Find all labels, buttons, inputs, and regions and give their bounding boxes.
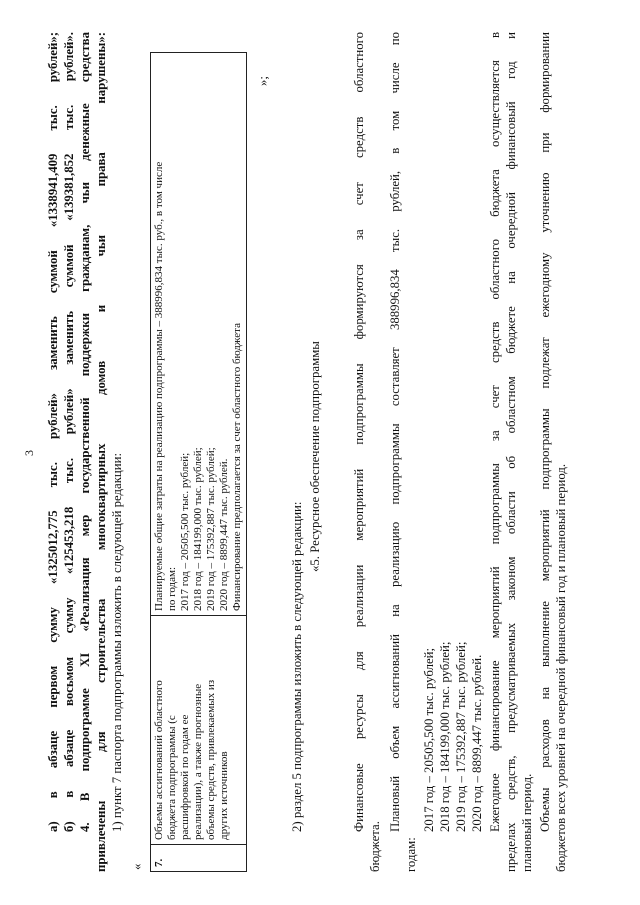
section5-p3-line3: плановый период. (520, 773, 534, 872)
table-cell-name (151, 616, 247, 845)
content-line: Планируемые общие затраты на реализацию подпрограммы – 388996,834 тыс. руб., в том числе (153, 161, 165, 611)
item4-point1: 1) пункт 7 паспорта подпрограммы изложить в следующей редакции: (110, 452, 124, 832)
section5-p3-line2: пределах средств, предусматриваемых законом области об областном бюджете на очередной финансовый год и (504, 32, 518, 872)
year-line: 2018 год – 184199,000 тыс. рублей; (438, 641, 452, 832)
name-line: расшифровкой по годам ее (179, 714, 191, 840)
section5-p2-line2: годам: (404, 837, 418, 872)
name-line: реализации), а также прогнозные (192, 683, 204, 840)
item4-line2: привлечены для строительства многоквартирных домов и чьи права нарушены»: (94, 32, 108, 872)
name-line: объемы средств, привлекаемых из (205, 679, 217, 840)
content-line: 2018 год – 184199,000 тыс. рублей; (192, 447, 204, 611)
year-line: 2019 год – 175392,887 тыс. рублей; (454, 641, 468, 832)
section5-p4-line1: Объемы расходов на выполнение мероприятий подпрограммы подлежат ежегодному уточнению при формировании (538, 32, 552, 832)
section5-p4-line2: бюджетов всех уровней на очередной финансовый год и плановый период. (554, 463, 568, 872)
content-line: по годам: (166, 566, 178, 611)
section5-title: «5. Ресурсное обеспечение подпрограммы (308, 341, 322, 572)
rotated-document-page (10, 12, 630, 892)
table-cell-content (151, 53, 247, 616)
open-quote: « (130, 863, 144, 870)
table-cell-number: 7. (151, 845, 247, 872)
section5-p1-line1: Финансовые ресурсы для реализации мероприятий подпрограммы формируются за счет средств областного (352, 32, 366, 832)
name-line: Объемы ассигнований областного (153, 680, 165, 840)
content-line: 2020 год – 8899,447 тыс. рублей. (218, 458, 230, 611)
close-quote: »; (256, 76, 270, 86)
passport-table (150, 52, 247, 872)
year-line: 2020 год – 8899,447 тыс. рублей. (470, 654, 484, 832)
name-line: других источников (218, 751, 230, 840)
table-row (151, 53, 247, 872)
amendment-b: б) в абзаце восьмом сумму «125453,218 тыс. рублей» заменить суммой «139381,852 тыс. рублей». (62, 32, 76, 832)
page-number: 3 (22, 450, 36, 456)
content-line: 2019 год – 175392,887 тыс. рублей; (205, 447, 217, 611)
section5-intro: 2) раздел 5 подпрограммы изложить в следующей редакции: (290, 501, 304, 832)
year-line: 2017 год – 20505,500 тыс. рублей; (422, 647, 436, 832)
item4-line1: 4. В подпрограмме XI «Реализация мер государственной поддержки гражданам, чьи денежные средства (78, 32, 92, 832)
content-line: 2017 год – 20505,500 тыс. рублей; (179, 452, 191, 611)
section5-p3-line1: Ежегодное финансирование мероприятий подпрограммы за счет средств областного бюджета осуществляется в (488, 32, 502, 832)
section5-p1-line2: бюджета. (368, 821, 382, 872)
content-line: Финансирование предполагается за счет областного бюджета (231, 323, 243, 611)
name-line: бюджета подпрограммы (с (166, 715, 178, 840)
amendment-a: а) в абзаце первом сумму «1325012,775 тыс. рублей» заменить суммой «1338941,409 тыс. рублей»; (46, 32, 60, 832)
section5-p2-line1: Плановый объем ассигнований на реализацию подпрограммы составляет 388996,834 тыс. рублей, в том числе по (388, 32, 402, 832)
